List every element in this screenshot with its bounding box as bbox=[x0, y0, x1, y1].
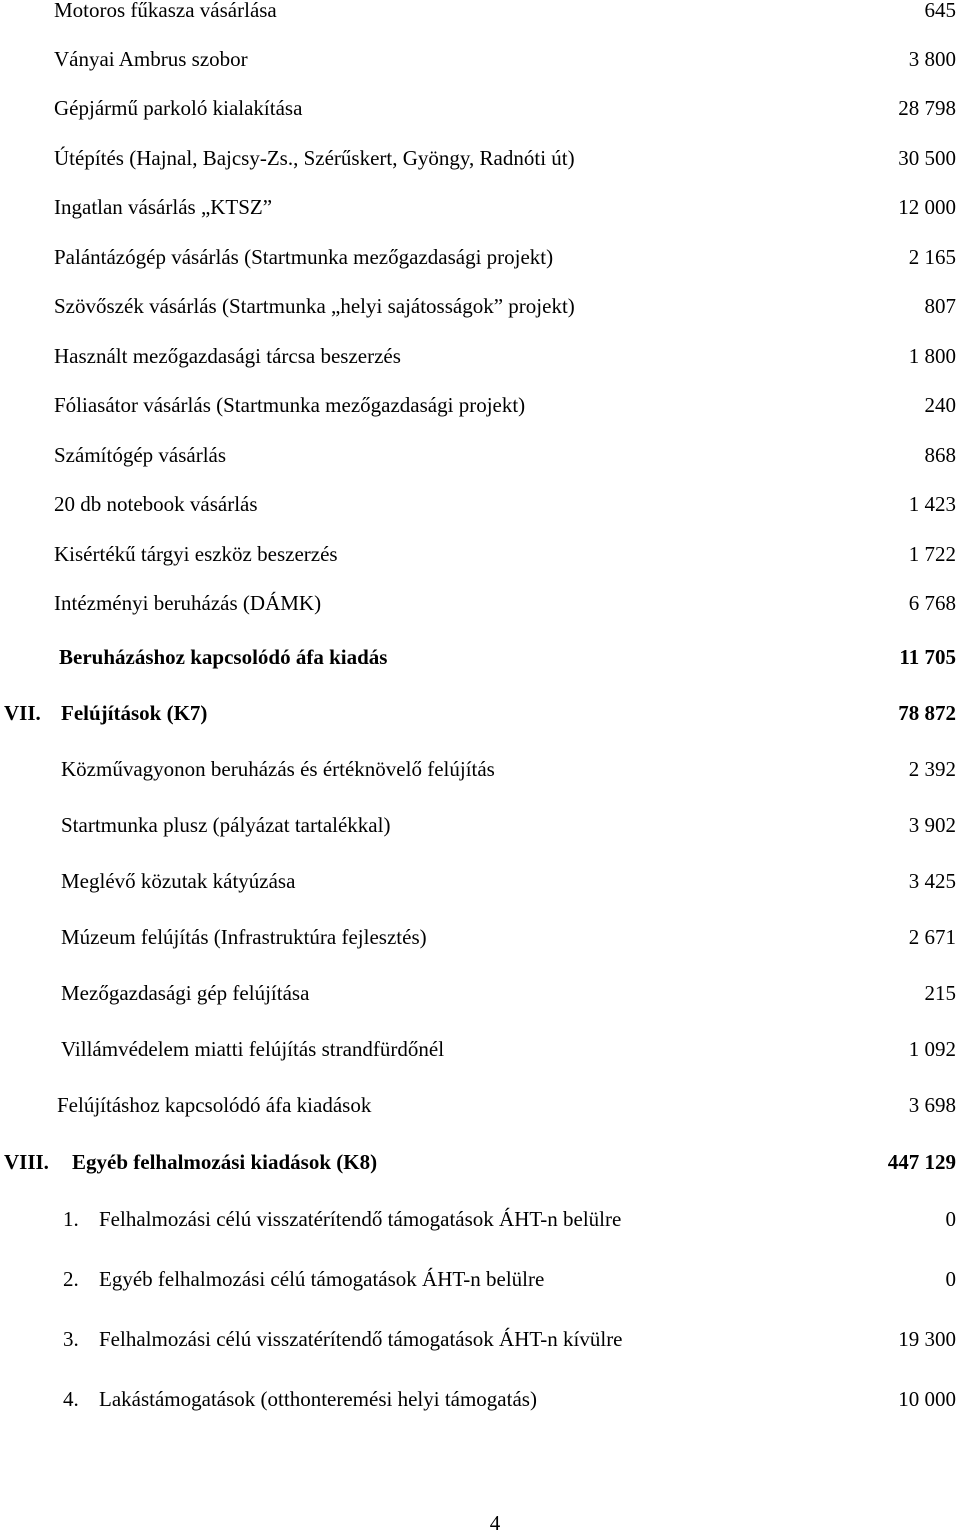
page-number: 4 bbox=[489, 1511, 501, 1535]
